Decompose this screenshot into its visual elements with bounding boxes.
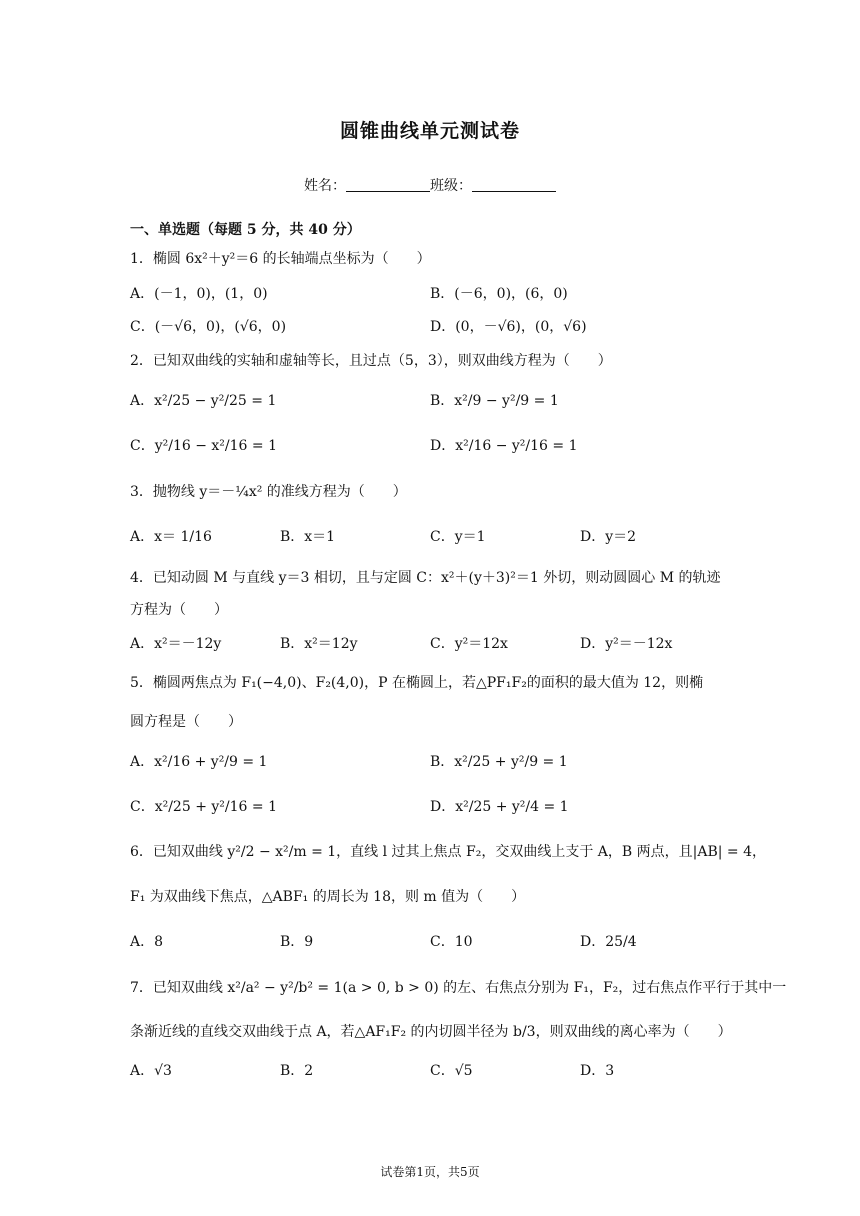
question-6-stem-line1: 6．已知双曲线 y²/2 − x²/m = 1，直线 l 过其上焦点 F₂，交双曲线上支于 A，B 两点，且|AB| = 4，: [130, 844, 766, 860]
question-2-stem: 2．已知双曲线的实轴和虚轴等长，且过点（5，3），则双曲线方程为（ ）: [130, 353, 612, 369]
q4-option-a: A．x²＝－12y: [130, 636, 222, 652]
q6-option-a: A．8: [130, 934, 164, 950]
q6-option-b: B．9: [280, 934, 314, 950]
q2-option-a: A．x²/25 − y²/25 = 1: [130, 393, 277, 409]
q3-option-c: C．y＝1: [430, 529, 486, 545]
q3-option-d: D．y＝2: [580, 529, 637, 545]
question-4-stem-line2: 方程为（ ）: [130, 602, 228, 618]
q2-option-d: D．x²/16 − y²/16 = 1: [430, 438, 578, 454]
q7-option-a: A．√3: [130, 1063, 172, 1079]
question-5-stem-line1: 5．椭圆两焦点为 F₁(−4,0)、F₂(4,0)，P 在椭圆上，若△PF₁F₂的面积的最大值为 12，则椭: [130, 675, 704, 691]
q1-option-c: C．(－√6，0)，(√6，0): [130, 319, 287, 335]
class-label: 班级：: [430, 178, 472, 194]
q1-option-a: A．(－1，0)，(1，0): [130, 286, 268, 302]
q2-option-b: B．x²/9 − y²/9 = 1: [430, 393, 559, 409]
exam-title: 圆锥曲线单元测试卷: [339, 120, 520, 142]
class-blank: [472, 177, 556, 192]
question-1-stem: 1．椭圆 6x²＋y²＝6 的长轴端点坐标为（ ）: [130, 251, 431, 267]
q1-option-d: D．(0，－√6)，(0，√6): [430, 319, 587, 335]
q7-option-d: D．3: [580, 1063, 615, 1079]
q6-option-d: D．25/4: [580, 934, 637, 950]
q7-option-b: B．2: [280, 1063, 314, 1079]
q1-option-b: B．(－6，0)，(6，0): [430, 286, 568, 302]
question-3-stem: 3．抛物线 y＝－¼x² 的准线方程为（ ）: [130, 484, 407, 500]
q2-option-c: C．y²/16 − x²/16 = 1: [130, 438, 277, 454]
q3-option-b: B．x＝1: [280, 529, 336, 545]
q7-option-c: C．√5: [430, 1063, 473, 1079]
question-7-stem-line2: 条渐近线的直线交双曲线于点 A，若△AF₁F₂ 的内切圆半径为 b/3，则双曲线的离心率为（ ）: [130, 1024, 732, 1040]
name-blank: [346, 177, 430, 192]
question-7-stem-line1: 7．已知双曲线 x²/a² − y²/b² = 1(a > 0, b > 0) 的左、右焦点分别为 F₁，F₂，过右焦点作平行于其中一: [130, 980, 787, 996]
name-class-line: [0, 175, 860, 195]
q5-option-b: B．x²/25 + y²/9 = 1: [430, 754, 568, 770]
question-5-stem-line2: 圆方程是（ ）: [130, 714, 242, 730]
section-heading: 一、单选题（每题 5 分，共 40 分）: [130, 222, 361, 238]
question-6-stem-line2: F₁ 为双曲线下焦点，△ABF₁ 的周长为 18，则 m 值为（ ）: [130, 889, 526, 905]
q4-option-c: C．y²＝12x: [430, 636, 508, 652]
q6-option-c: C．10: [430, 934, 473, 950]
q5-option-a: A．x²/16 + y²/9 = 1: [130, 754, 268, 770]
q4-option-d: D．y²＝－12x: [580, 636, 673, 652]
page-footer: 试卷第1页，共5页: [380, 1165, 480, 1179]
q4-option-b: B．x²＝12y: [280, 636, 358, 652]
q5-option-d: D．x²/25 + y²/4 = 1: [430, 799, 569, 815]
name-label: 姓名：: [304, 178, 346, 194]
q3-option-a: A．x＝ 1/16: [130, 529, 212, 545]
q5-option-c: C．x²/25 + y²/16 = 1: [130, 799, 277, 815]
question-4-stem-line1: 4．已知动圆 M 与直线 y＝3 相切，且与定圆 C：x²＋(y＋3)²＝1 外切，则动圆圆心 M 的轨迹: [130, 570, 721, 586]
